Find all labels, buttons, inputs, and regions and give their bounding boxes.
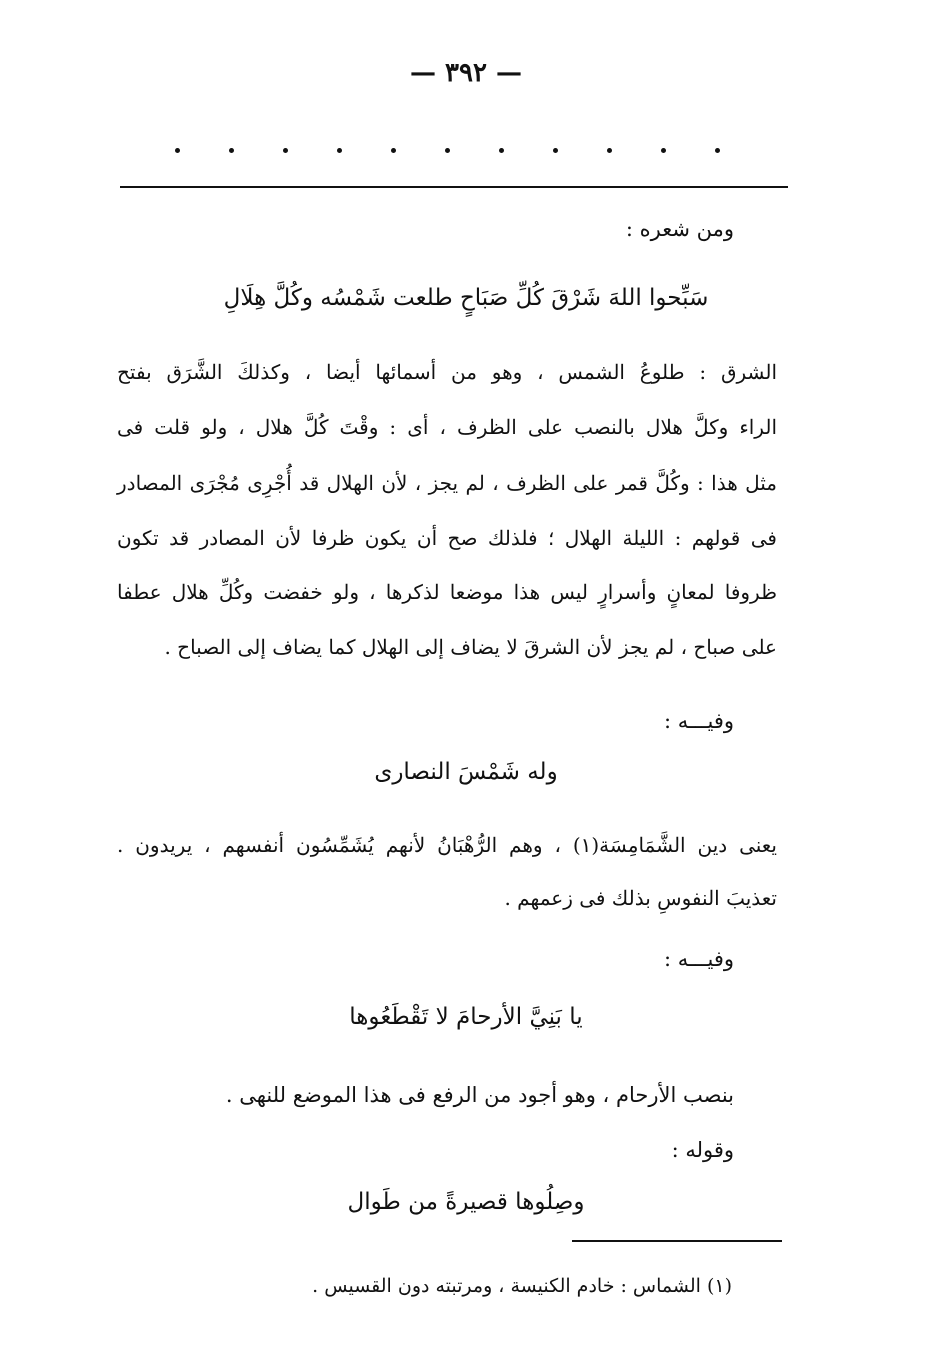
ornament-dot	[337, 148, 342, 153]
ornament-dot	[391, 148, 396, 153]
verse-3: يا بَنِيَّ الأرحامَ لا تَقْطَعُوها	[349, 1004, 583, 1030]
header-rule	[120, 186, 788, 188]
ornament-dot	[499, 148, 504, 153]
commentary-line: الشرق : طلوعُ الشمس ، وهو من أسمائها أيضا ، وكذلكَ الشَّرَق بفتح	[117, 360, 777, 384]
ornament-dot	[445, 148, 450, 153]
section-intro-fihi: وفيـــه :	[664, 709, 734, 733]
ornament-dot	[553, 148, 558, 153]
section-intro-qawluh: وقوله :	[671, 1138, 734, 1162]
verse-2: وله شَمْسَ النصارى	[374, 759, 558, 785]
section-intro-poetry: ومن شعره :	[625, 217, 734, 241]
ornamental-dots	[175, 140, 720, 160]
ornament-dot	[175, 148, 180, 153]
ornament-dot	[715, 148, 720, 153]
explanation-line: يعنى دين الشَّمَامِسَة(١) ، وهم الرُّهْبَانُ لأنهم يُشَمِّسُون أنفسهم ، يريدون .	[117, 833, 778, 857]
ornament-dot	[283, 148, 288, 153]
ornament-dot	[229, 148, 234, 153]
ornament-dot	[661, 148, 666, 153]
commentary-line: فى قولهم : الليلة الهلال ؛ فلذلك صح أن يكون ظرفا لأن المصادر قد تكون	[117, 526, 777, 550]
commentary-line: مثل هذا : وكُلَّ قمر على الظرف ، لم يجز ، لأن الهلال قد أُجْرِى مُجْرَى المصادر	[117, 471, 777, 495]
commentary-line: الراء وكلَّ هلال بالنصب على الظرف ، أى : وقْتَ كُلَّ هلال ، ولو قلت فى	[117, 415, 777, 439]
verse-4: وصِلُوها قصيرةً من طَوال	[347, 1189, 585, 1215]
page-number: — ٣٩٢ —	[409, 58, 523, 88]
explanation-line: بنصب الأرحام ، وهو أجود من الرفع فى هذا الموضع للنهى .	[225, 1083, 734, 1107]
section-intro-fihi: وفيـــه :	[664, 947, 734, 971]
commentary-line: ظروفا لمعانٍ وأسرارٍ ليس هذا موضعا لذكرها ، ولو خفضت وكُلِّ هلال عطفا	[117, 580, 777, 604]
explanation-line: تعذيبَ النفوسِ بذلك فى زعمهم .	[504, 886, 777, 910]
footnote: (١) الشماس : خادم الكنيسة ، ومرتبته دون القسيس .	[312, 1275, 732, 1297]
verse-1: سَبِّحوا اللهَ شَرْقَ كُلِّ صَبَاحٍ طلعت شَمْسُه وكُلَّ هِلَالِ	[223, 285, 709, 311]
commentary-line: على صباح ، لم يجز لأن الشرقَ لا يضاف إلى الهلال كما يضاف إلى الصباح .	[164, 635, 777, 659]
ornament-dot	[607, 148, 612, 153]
footnote-rule	[572, 1240, 782, 1242]
